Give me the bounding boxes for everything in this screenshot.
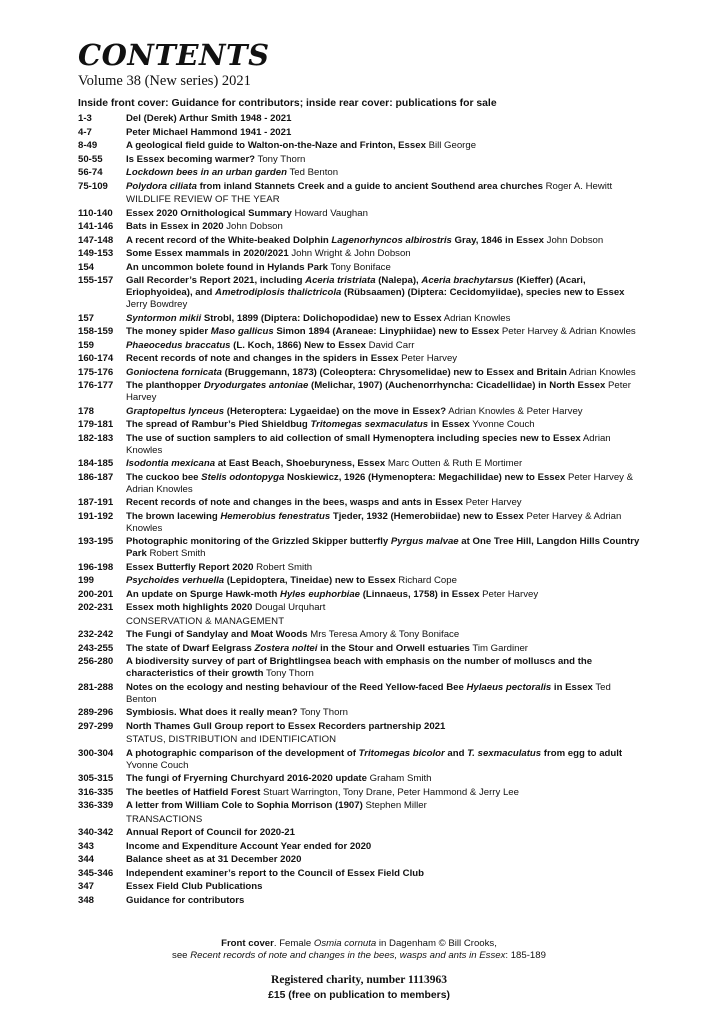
toc-title: [126, 497, 640, 509]
toc-author: Mrs Teresa Amory & Tony Boniface: [307, 629, 460, 640]
toc-title-text: Symbiosis. What does it really mean?: [126, 707, 298, 718]
toc-title-text: at East Beach, Shoeburyness, Essex: [215, 458, 386, 469]
toc-author: Howard Vaughan: [291, 207, 368, 219]
toc-title-text: The state of Dwarf Eelgrass: [126, 642, 255, 654]
toc-page-range: 8-49: [78, 140, 98, 151]
toc-species-name: Psychoides verhuella: [126, 575, 225, 586]
toc-title-text: Is Essex becoming warmer?: [126, 153, 256, 165]
table-of-contents: [78, 113, 640, 907]
toc-row: [78, 562, 640, 574]
toc-page-range: 305-315: [78, 773, 114, 784]
toc-title: [126, 827, 640, 839]
volume-label: Volume 38 (New series) 2021: [78, 73, 251, 89]
toc-page-range: 193-195: [78, 536, 114, 547]
toc-title-text: from egg to adult: [541, 747, 623, 759]
toc-row: [78, 787, 640, 799]
toc-title-text: Income and Expenditure Account Year ended for 2020: [126, 840, 372, 852]
toc-row: [78, 629, 640, 641]
toc-row: [78, 367, 640, 379]
toc-page-range: 187-191: [78, 497, 114, 508]
toc-page-range: 199: [78, 575, 95, 586]
toc-title-text: Essex Butterfly Report 2020: [126, 561, 254, 573]
toc-page-range: 1-3: [78, 113, 92, 124]
toc-author: David Carr: [365, 339, 415, 351]
toc-title: [126, 629, 640, 641]
toc-page-range: 336-339: [78, 800, 114, 811]
toc-title: [126, 433, 640, 457]
toc-author: Tony Thorn: [297, 707, 348, 718]
toc-author: Dougal Urquhart: [252, 602, 326, 613]
toc-author: Roger A. Hewitt: [542, 180, 613, 192]
toc-title-text: Balance sheet as at 31 December 2020: [126, 854, 302, 865]
toc-title-text: Noskiewicz, 1926 (Hymenoptera: Megachilidae) new to Essex: [284, 471, 566, 483]
toc-author: Ted Benton: [126, 681, 611, 705]
toc-row: [78, 458, 640, 470]
toc-title: [126, 707, 640, 719]
toc-species-name: Aceria brachytarsus: [421, 275, 514, 286]
toc-title: [126, 656, 640, 680]
toc-title-text: Del (Derek) Arthur Smith 1948 - 2021: [126, 113, 292, 124]
toc-title-text: Essex 2020 Ornithological Summary: [126, 207, 292, 219]
toc-author: Peter Harvey: [462, 497, 522, 508]
page-title: CONTENTS: [78, 38, 270, 72]
covers-note: Inside front cover: Guidance for contributors; inside rear cover: publications for sale: [78, 98, 497, 109]
toc-title-text: Bats in Essex in 2020: [126, 221, 224, 232]
toc-title-text: Essex Field Club Publications: [126, 881, 263, 892]
toc-row: [78, 748, 640, 772]
toc-page-range: 159: [78, 339, 95, 351]
front-cover-caption: [78, 938, 640, 962]
toc-title-text: The beetles of Hatfield Forest: [126, 786, 261, 798]
toc-species-name: Hylaeus pectoralis: [466, 681, 552, 693]
toc-title-text: Independent examiner’s report to the Council of Essex Field Club: [126, 867, 424, 879]
toc-title-text: CONSERVATION & MANAGEMENT: [126, 615, 285, 627]
front-cover-see: see: [172, 950, 191, 961]
toc-page-range: 157: [78, 312, 95, 324]
toc-page-range: 344: [78, 854, 95, 865]
front-cover-pages: : 185-189: [505, 950, 546, 961]
toc-row: [78, 868, 640, 880]
toc-title: [126, 127, 640, 139]
front-cover-species: Osmia cornuta: [313, 938, 377, 949]
toc-title: [126, 367, 640, 379]
toc-row: [78, 800, 640, 812]
toc-author: John Dobson: [543, 234, 604, 246]
toc-author: Robert Smith: [253, 561, 313, 573]
toc-row: [78, 707, 640, 719]
toc-title-text: Essex moth highlights 2020: [126, 602, 253, 613]
toc-title: [126, 194, 640, 206]
toc-title-text: The Fungi of Sandylay and Moat Woods: [126, 629, 308, 640]
toc-author: Tony Thorn: [263, 668, 314, 679]
toc-title-text: in the Stour and Orwell estuaries: [317, 642, 470, 654]
toc-row: [78, 248, 640, 260]
toc-author: Peter Harvey & Adrian Knowles: [499, 326, 636, 337]
toc-title-text: (Bruggemann, 1873) (Coleoptera: Chrysomelidae) new to Essex and Britain: [221, 366, 567, 378]
toc-row: [78, 326, 640, 338]
toc-page-range: 149-153: [78, 248, 114, 259]
toc-title: [126, 275, 640, 311]
toc-title: [126, 235, 640, 247]
toc-author: Adrian Knowles: [566, 366, 636, 378]
toc-title-text: The spread of Rambur’s Pied Shieldbug: [126, 419, 311, 430]
toc-page-range: 184-185: [78, 458, 114, 469]
toc-species-name: Polydora ciliata: [126, 180, 197, 192]
toc-page-range: 50-55: [78, 153, 103, 165]
toc-title-text: STATUS, DISTRIBUTION and IDENTIFICATION: [126, 734, 337, 745]
toc-row: [78, 575, 640, 587]
toc-row: [78, 181, 640, 193]
toc-title: [126, 140, 640, 152]
toc-row: [78, 406, 640, 418]
toc-row: [78, 167, 640, 179]
toc-row: [78, 841, 640, 853]
toc-page-range: 75-109: [78, 180, 108, 192]
toc-title-text: The use of suction samplers to aid collection of small Hymenoptera including species new to Essex: [126, 432, 581, 444]
toc-page-range: 232-242: [78, 629, 114, 640]
toc-row: [78, 208, 640, 220]
toc-page-range: 348: [78, 894, 95, 906]
toc-section-heading: [78, 734, 640, 746]
toc-author: Yvonne Couch: [469, 419, 535, 430]
toc-title-text: A geological field guide to Walton-on-the-Naze and Frinton, Essex: [126, 140, 426, 151]
toc-author: Peter Harvey: [398, 353, 458, 364]
toc-title: [126, 262, 640, 274]
toc-species-name: Stelis odontopyga: [201, 471, 285, 483]
toc-title: [126, 380, 640, 404]
toc-page-range: 200-201: [78, 588, 114, 600]
toc-title-text: The planthopper: [126, 380, 204, 391]
toc-row: [78, 221, 640, 233]
toc-row: [78, 113, 640, 125]
toc-species-name: Lockdown bees in an urban garden: [126, 167, 287, 178]
toc-page-range: 160-174: [78, 353, 114, 364]
toc-row: [78, 721, 640, 733]
toc-row: [78, 380, 640, 404]
front-cover-line-1: [78, 938, 640, 950]
toc-title-text: Some Essex mammals in 2020/2021: [126, 248, 289, 259]
toc-title: [126, 800, 640, 812]
toc-title: [126, 562, 640, 574]
toc-species-name: Tritomegas bicolor: [358, 747, 445, 759]
toc-row: [78, 536, 640, 560]
toc-title: [126, 814, 640, 826]
toc-title: [126, 721, 640, 733]
toc-title: [126, 221, 640, 233]
toc-title: [126, 208, 640, 220]
toc-page-range: 256-280: [78, 656, 114, 667]
toc-row: [78, 643, 640, 655]
toc-species-name: Zostera noltei: [254, 642, 318, 654]
toc-title: [126, 589, 640, 601]
toc-author: Peter Harvey: [479, 588, 539, 600]
toc-title: [126, 340, 640, 352]
toc-title-text: A letter from William Cole to Sophia Morrison (1907): [126, 800, 363, 811]
toc-page-range: 343: [78, 840, 95, 852]
toc-author: Adrian Knowles: [441, 312, 511, 324]
toc-title-text: Recent records of note and changes in the spiders in Essex: [126, 353, 399, 364]
toc-species-name: T. sexmaculatus: [467, 747, 542, 759]
toc-title-text: Simon 1894 (Araneae: Linyphiidae) new to Essex: [273, 326, 500, 337]
toc-page-range: 175-176: [78, 366, 114, 378]
toc-row: [78, 773, 640, 785]
toc-species-name: Hyles euphorbiae: [280, 588, 361, 600]
toc-row: [78, 419, 640, 431]
toc-page-range: 182-183: [78, 432, 114, 444]
toc-section-heading: [78, 814, 640, 826]
toc-title-text: Guidance for contributors: [126, 894, 245, 906]
toc-title-text: (Lepidoptera, Tineidae) new to Essex: [224, 575, 396, 586]
toc-title: [126, 575, 640, 587]
toc-title: [126, 881, 640, 893]
front-cover-line-2: [78, 950, 640, 962]
toc-title: [126, 181, 640, 193]
toc-page-range: 176-177: [78, 380, 114, 391]
toc-title: [126, 326, 640, 338]
toc-page-range: 141-146: [78, 221, 114, 232]
toc-row: [78, 881, 640, 893]
toc-title-text: The brown lacewing: [126, 510, 221, 522]
toc-species-name: Maso gallicus: [210, 326, 274, 337]
toc-title-text: The cuckoo bee: [126, 471, 202, 483]
toc-title: [126, 841, 640, 853]
toc-page-range: 345-346: [78, 867, 114, 879]
toc-page-range: 297-299: [78, 720, 114, 732]
toc-author: Peter Harvey & Adrian Knowles: [126, 510, 622, 534]
toc-title-text: TRANSACTIONS: [126, 813, 203, 825]
toc-title-text: Peter Michael Hammond 1941 - 2021: [126, 126, 292, 138]
toc-title-text: WILDLIFE REVIEW OF THE YEAR: [126, 194, 280, 205]
toc-author: Bill George: [425, 140, 477, 151]
toc-title: [126, 787, 640, 799]
toc-page-range: 347: [78, 881, 95, 892]
toc-title: [126, 643, 640, 655]
toc-page-range: 243-255: [78, 642, 114, 654]
toc-author: Peter Harvey & Adrian Knowles: [126, 471, 634, 495]
toc-title: [126, 682, 640, 706]
toc-species-name: Gonioctena fornicata: [126, 366, 222, 378]
toc-row: [78, 154, 640, 166]
toc-row: [78, 497, 640, 509]
toc-row: [78, 433, 640, 457]
toc-page-range: 178: [78, 405, 95, 417]
toc-row: [78, 656, 640, 680]
toc-title: [126, 773, 640, 785]
toc-title-text: Tjeder, 1932 (Hemerobiidae) new to Essex: [330, 510, 524, 522]
toc-title-text: Photographic monitoring of the Grizzled Skipper butterfly: [126, 536, 391, 547]
toc-author: Marc Outten & Ruth E Mortimer: [385, 458, 523, 469]
toc-author: Stephen Miller: [362, 800, 427, 811]
toc-title-text: Notes on the ecology and nesting behaviour of the Reed Yellow-faced Bee: [126, 681, 467, 693]
toc-title-text: (Rübsaamen) (Diptera: Cecidomyiidae), species new to Essex: [341, 287, 625, 298]
toc-author: Peter Harvey: [126, 380, 631, 403]
toc-author: John Dobson: [223, 221, 283, 232]
toc-row: [78, 275, 640, 311]
toc-author: Stuart Warrington, Tony Drane, Peter Hammond & Jerry Lee: [260, 786, 519, 798]
toc-title-text: (L. Koch, 1866) New to Essex: [230, 339, 366, 351]
toc-species-name: Tritomegas sexmaculatus: [310, 419, 429, 430]
toc-row: [78, 682, 640, 706]
toc-title-text: in Essex: [428, 419, 470, 430]
toc-title: [126, 154, 640, 166]
toc-page-range: 155-157: [78, 275, 114, 286]
toc-title: [126, 854, 640, 866]
toc-row: [78, 262, 640, 274]
toc-page-range: 316-335: [78, 786, 114, 798]
toc-row: [78, 353, 640, 365]
front-cover-article: Recent records of note and changes in the bees, wasps and ants in Essex: [190, 950, 506, 961]
toc-row: [78, 340, 640, 352]
toc-title: [126, 616, 640, 628]
toc-row: [78, 602, 640, 614]
toc-page-range: 191-192: [78, 510, 114, 522]
toc-row: [78, 472, 640, 496]
toc-author: Adrian Knowles & Peter Harvey: [446, 405, 583, 417]
toc-species-name: Syntormon mikii: [126, 312, 202, 324]
toc-title-text: (Linnaeus, 1758) in Essex: [360, 588, 480, 600]
toc-row: [78, 895, 640, 907]
toc-author: Tony Boniface: [328, 261, 391, 273]
toc-title-text: A photographic comparison of the development of: [126, 747, 359, 759]
toc-title: [126, 868, 640, 880]
toc-title-text: A biodiversity survey of part of Brightlingsea beach with emphasis on the number of molluscs and the characteristics of their growth: [126, 656, 593, 679]
toc-title-text: Gray, 1846 in Essex: [451, 234, 544, 246]
toc-title-text: (Melichar, 1907) (Auchenorrhyncha: Cicadellidae) in North Essex: [308, 380, 606, 391]
toc-page-range: 340-342: [78, 827, 114, 838]
toc-title-text: at One Tree Hill, Langdon Hills Country Park: [126, 536, 640, 559]
toc-title: [126, 419, 640, 431]
toc-species-name: Phaeocedus braccatus: [126, 339, 231, 351]
toc-page-range: 56-74: [78, 167, 103, 178]
toc-page-range: 110-140: [78, 207, 113, 219]
toc-page-range: 186-187: [78, 471, 114, 483]
toc-title-text: The fungi of Fryerning Churchyard 2016-2020 update: [126, 773, 367, 784]
toc-author: Tim Gardiner: [469, 642, 529, 654]
toc-title: [126, 536, 640, 560]
toc-row: [78, 827, 640, 839]
toc-title-text: (Nalepa),: [375, 275, 422, 286]
toc-species-name: Pyrgus malvae: [390, 536, 459, 547]
toc-species-name: Ametrodiplosis thalictricola: [215, 287, 342, 298]
toc-species-name: Lagenorhyncos albirostris: [331, 234, 452, 246]
toc-title-text: and: [444, 747, 468, 759]
toc-title-text: The money spider: [126, 326, 211, 337]
toc-title-text: An update on Spurge Hawk-moth: [126, 588, 281, 600]
toc-row: [78, 235, 640, 247]
toc-page-range: 300-304: [78, 747, 114, 759]
toc-author: Jerry Bowdrey: [126, 299, 188, 310]
toc-author: John Wright & John Dobson: [288, 248, 411, 259]
front-cover-text: . Female: [273, 938, 314, 949]
toc-title: [126, 895, 640, 907]
toc-section-heading: [78, 616, 640, 628]
toc-author: Graham Smith: [366, 773, 432, 784]
toc-page-range: 196-198: [78, 561, 114, 573]
toc-title-text: A recent record of the White-beaked Dolphin: [126, 234, 332, 246]
toc-title-text: North Thames Gull Group report to Essex Recorders partnership 2021: [126, 720, 446, 732]
toc-species-name: Dryodurgates antoniae: [203, 380, 309, 391]
toc-title: [126, 313, 640, 325]
toc-section-heading: [78, 194, 640, 206]
front-cover-label: Front cover: [221, 938, 274, 949]
toc-page-range: 147-148: [78, 234, 114, 246]
toc-title: [126, 458, 640, 470]
toc-species-name: Isodontia mexicana: [126, 458, 216, 469]
toc-page-range: 179-181: [78, 419, 114, 430]
toc-title: [126, 748, 640, 772]
toc-title: [126, 511, 640, 535]
toc-row: [78, 511, 640, 535]
toc-title: [126, 734, 640, 746]
charity-number: Registered charity, number 1113963: [271, 974, 447, 986]
toc-page-range: 158-159: [78, 326, 114, 337]
front-cover-credit: in Dagenham © Bill Crooks,: [376, 938, 497, 949]
toc-title: [126, 406, 640, 418]
toc-row: [78, 313, 640, 325]
toc-title-text: Gall Recorder’s Report 2021, including: [126, 275, 306, 286]
price-note: £15 (free on publication to members): [268, 990, 450, 1001]
toc-row: [78, 140, 640, 152]
toc-page-range: 289-296: [78, 707, 114, 718]
toc-author: Ted Benton: [287, 167, 339, 178]
toc-title: [126, 472, 640, 496]
toc-title-text: Annual Report of Council for 2020-21: [126, 827, 295, 838]
toc-title: [126, 113, 640, 125]
toc-row: [78, 854, 640, 866]
toc-title-text: (Heteroptera: Lygaeidae) on the move in Essex?: [224, 405, 447, 417]
toc-author: Robert Smith: [146, 548, 206, 559]
toc-page-range: 202-231: [78, 602, 114, 613]
toc-page-range: 281-288: [78, 681, 114, 693]
toc-title-text: Recent records of note and changes in the bees, wasps and ants in Essex: [126, 497, 463, 508]
toc-title-text: in Essex: [551, 681, 593, 693]
toc-title: [126, 602, 640, 614]
toc-title: [126, 248, 640, 260]
toc-species-name: Graptopeltus lynceus: [126, 405, 225, 417]
toc-title: [126, 353, 640, 365]
toc-author: Richard Cope: [395, 575, 457, 586]
toc-row: [78, 127, 640, 139]
toc-author: Yvonne Couch: [126, 759, 189, 771]
toc-title: [126, 167, 640, 179]
toc-page-range: 4-7: [78, 126, 92, 138]
contents-page: [78, 38, 640, 907]
toc-title-text: Strobl, 1899 (Diptera: Dolichopodidae) new to Essex: [201, 312, 442, 324]
toc-species-name: Hemerobius fenestratus: [220, 510, 331, 522]
toc-row: [78, 589, 640, 601]
toc-author: Adrian Knowles: [126, 432, 611, 456]
toc-author: Tony Thorn: [255, 153, 306, 165]
toc-title-text: (Kieffer) (Acari, Eriophyoidea), and: [126, 275, 586, 298]
toc-species-name: Aceria tristriata: [305, 275, 376, 286]
toc-page-range: 154: [78, 261, 95, 273]
toc-title-text: from inland Stannets Creek and a guide to ancient Southend area churches: [196, 180, 543, 192]
toc-title-text: An uncommon bolete found in Hylands Park: [126, 261, 329, 273]
